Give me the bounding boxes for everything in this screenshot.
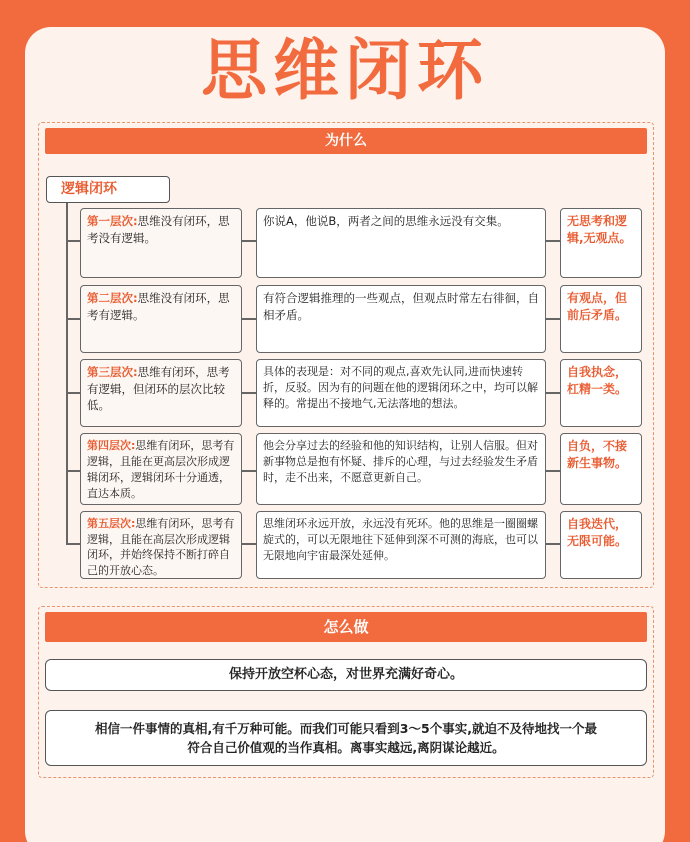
level-3-detail: 具体的表现是：对不同的观点,喜欢先认同,进而快速转折，反驳。因为有的问题在他的逻辑闭环之中，均可以解释的。常提出不接地气,无法落地的想法。 [256, 359, 546, 427]
how-banner: 怎么做 [45, 612, 647, 642]
level-4-cell [80, 433, 242, 505]
level-3-result: 自我执念，杠精一类。 [560, 359, 642, 427]
open-mind-tip: 保持开放空杯心态，对世界充满好奇心。 [45, 659, 647, 691]
link-line [546, 543, 560, 545]
link-line [546, 392, 560, 394]
link-line [242, 392, 256, 394]
level-4-result: 自负，不接新生事物。 [560, 433, 642, 505]
branch-line [66, 470, 80, 472]
truth-tip [45, 710, 647, 766]
truth-tip-line-2: 符合自己价值观的当作真相。离事实越远,离阴谋论越近。 [187, 740, 505, 755]
level-1-result: 无思考和逻辑,无观点。 [560, 208, 642, 278]
level-1-detail: 你说A，他说B，两者之间的思维永远没有交集。 [256, 208, 546, 278]
level-1-label: 第一层次: [87, 214, 138, 228]
level-5-label: 第五层次: [87, 517, 136, 530]
link-line [546, 318, 560, 320]
level-1-cell [80, 208, 242, 278]
level-5-detail: 思维闭环永远开放，永远没有死环。他的思维是一圈圈螺旋式的，可以无限地往下延伸到深不可测的海底，也可以无限地向宇宙最深处延伸。 [256, 511, 546, 579]
level-3-label: 第三层次: [87, 365, 138, 379]
branch-line [66, 240, 80, 242]
level-1-desc: 思维没有闭环，思考没有逻辑。 [87, 214, 230, 245]
truth-tip-line-1: 相信一件事情的真相,有千万种可能。而我们可能只看到3～5个事实,就迫不及待地找一个最 [95, 721, 597, 736]
page-title: 思维闭环 [201, 32, 489, 109]
link-line [242, 318, 256, 320]
level-3-desc: 思维有闭环，思考有逻辑，但闭环的层次比较低。 [87, 365, 230, 412]
level-4-desc: 思维有闭环，思考有逻辑，且能在更高层次形成逻辑闭环，逻辑闭环十分通透，直达本质。 [87, 439, 235, 500]
tree-connector [66, 203, 68, 543]
branch-line [66, 543, 80, 545]
branch-line [66, 392, 80, 394]
level-2-cell [80, 285, 242, 353]
link-line [546, 240, 560, 242]
link-line [242, 543, 256, 545]
link-line [546, 470, 560, 472]
level-3-cell [80, 359, 242, 427]
level-5-result: 自我迭代，无限可能。 [560, 511, 642, 579]
level-4-detail: 他会分享过去的经验和他的知识结构，让别人信服。但对新事物总是抱有怀疑、排斥的心理，与过去经验发生矛盾时，走不出来，不愿意更新自己。 [256, 433, 546, 505]
logic-loop-tab: 逻辑闭环 [46, 176, 170, 203]
level-5-desc: 思维有闭环，思考有逻辑，且能在高层次形成逻辑闭环，并始终保持不断打碎自己的开放心态。 [87, 517, 235, 577]
why-banner: 为什么 [45, 128, 647, 154]
link-line [242, 240, 256, 242]
level-2-desc: 思维没有闭环，思考有逻辑。 [87, 291, 230, 322]
level-2-detail: 有符合逻辑推理的一些观点，但观点时常左右徘徊，自相矛盾。 [256, 285, 546, 353]
level-2-result: 有观点，但前后矛盾。 [560, 285, 642, 353]
link-line [242, 470, 256, 472]
level-4-label: 第四层次: [87, 439, 136, 452]
level-2-label: 第二层次: [87, 291, 138, 305]
branch-line [66, 318, 80, 320]
level-5-cell [80, 511, 242, 579]
